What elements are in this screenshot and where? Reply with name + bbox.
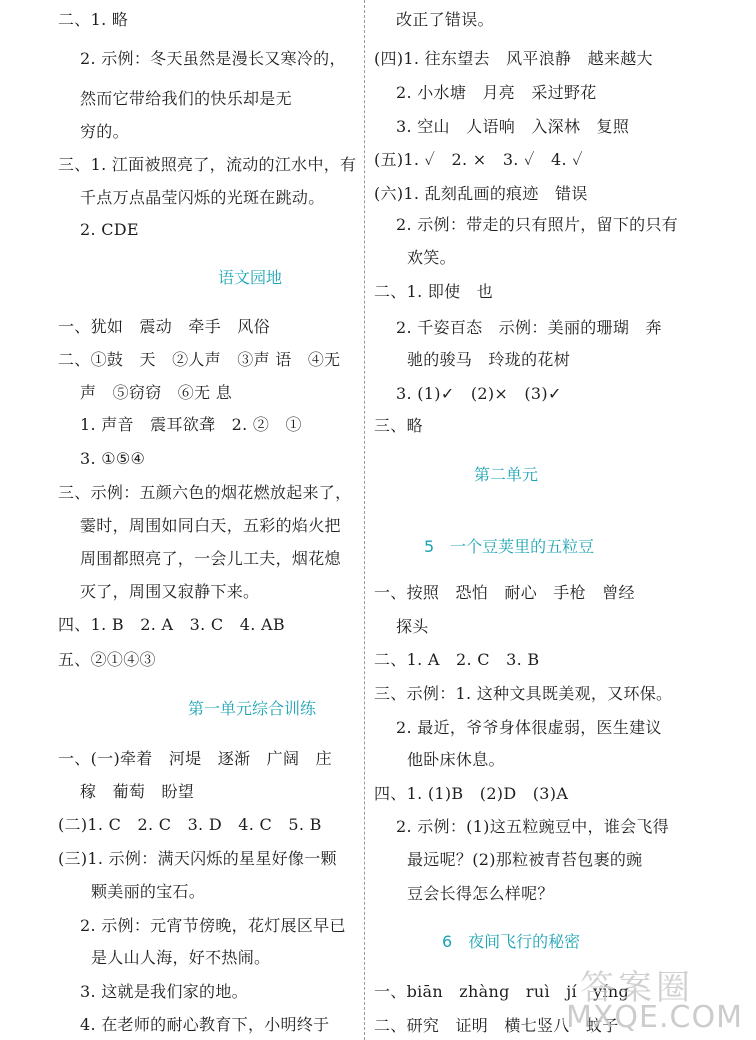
answer-line: 3. ①⑤④ bbox=[80, 449, 146, 468]
answer-line: (六)1. 乱刻乱画的痕迹 错误 bbox=[374, 184, 588, 203]
answer-line: 声 ⑤窃窃 ⑥无 息 bbox=[80, 383, 233, 402]
answer-line: 二、1. A 2. C 3. B bbox=[374, 650, 540, 669]
answer-line: 四、1. (1)B (2)D (3)A bbox=[374, 784, 569, 803]
answer-line: 二、1. 即使 也 bbox=[374, 282, 494, 301]
answer-line: 周围都照亮了，一会儿工夫，烟花熄 bbox=[80, 549, 341, 568]
answer-line: (二)1. C 2. C 3. D 4. C 5. B bbox=[58, 815, 322, 834]
answer-line: 稼 葡萄 盼望 bbox=[80, 782, 195, 801]
answer-line: 欢笑。 bbox=[407, 248, 456, 267]
answer-line: 三、示例：五颜六色的烟花燃放起来了， bbox=[58, 483, 352, 502]
answer-line: 2. 示例：冬天虽然是漫长又寒冷的， bbox=[80, 49, 346, 68]
answer-line: 三、示例：1. 这种文具既美观，又环保。 bbox=[374, 684, 673, 703]
answer-line: 一、biān zhàng ruì jí yíng bbox=[374, 982, 630, 1001]
section-heading: 语文园地 bbox=[218, 268, 283, 287]
column-divider bbox=[364, 0, 365, 1040]
answer-line: (三)1. 示例：满天闪烁的星星好像一颗 bbox=[58, 849, 337, 868]
answer-line: 四、1. B 2. A 3. C 4. AB bbox=[58, 615, 285, 634]
answer-line: 二、1. 略 bbox=[58, 10, 129, 29]
answer-line: 2. 示例：带走的只有照片，留下的只有 bbox=[396, 215, 679, 234]
answer-line: 一、按照 恐怕 耐心 手枪 曾经 bbox=[374, 583, 635, 602]
answer-line: 灭了，周围又寂静下来。 bbox=[80, 582, 260, 601]
answer-line: 3. 这就是我们家的地。 bbox=[80, 982, 248, 1001]
answer-line: 霎时，周围如同白天，五彩的焰火把 bbox=[80, 516, 341, 535]
answer-line: 改正了错误。 bbox=[396, 10, 494, 29]
answer-line: 豆会长得怎么样呢？ bbox=[407, 884, 554, 903]
answer-line: 2. CDE bbox=[80, 220, 139, 239]
answer-line: 是人山人海，好不热闹。 bbox=[91, 948, 271, 967]
answer-line: 最远呢？(2)那粒被青苔包裹的豌 bbox=[407, 850, 643, 869]
answer-line: 2. 千姿百态 示例：美丽的珊瑚 奔 bbox=[396, 318, 662, 337]
watermark-text: 答案圈 bbox=[580, 968, 694, 1008]
answer-line: 4. 在老师的耐心教育下，小明终于 bbox=[80, 1015, 330, 1034]
answer-line: 三、1. 江面被照亮了，流动的江水中，有 bbox=[58, 155, 357, 174]
answer-line: 一、(一)牵着 河堤 逐渐 广阔 庄 bbox=[58, 749, 332, 768]
answer-line: 颗美丽的宝石。 bbox=[91, 882, 206, 901]
answer-line: 穷的。 bbox=[80, 122, 129, 141]
answer-line: 2. 小水塘 月亮 采过野花 bbox=[396, 83, 597, 102]
answer-line: 他卧床休息。 bbox=[407, 750, 505, 769]
answer-line: 然而它带给我们的快乐却是无 bbox=[80, 89, 292, 108]
section-heading: 第一单元综合训练 bbox=[188, 699, 317, 718]
answer-line: 探头 bbox=[396, 617, 429, 636]
answer-line: 五、②①④③ bbox=[58, 650, 156, 669]
answer-line: (四)1. 往东望去 风平浪静 越来越大 bbox=[374, 49, 653, 68]
answer-line: 1. 声音 震耳欲聋 2. ② ① bbox=[80, 415, 302, 434]
section-heading: 第二单元 bbox=[474, 465, 539, 484]
answer-line: 一、犹如 震动 牵手 风俗 bbox=[58, 317, 270, 336]
section-heading: 5 一个豆荚里的五粒豆 bbox=[424, 537, 595, 556]
watermark-url: MXQE.COM bbox=[566, 1000, 743, 1035]
answer-line: (五)1. ✓ 2. × 3. ✓ 4. ✓ bbox=[374, 150, 583, 169]
answer-line: 2. 最近，爷爷身体很虚弱，医生建议 bbox=[396, 718, 662, 737]
answer-line: 二、①鼓 天 ②人声 ③声 语 ④无 bbox=[58, 350, 341, 369]
answer-line: 三、略 bbox=[374, 416, 423, 435]
answer-line: 二、研究 证明 横七竖八 蚊子 bbox=[374, 1016, 619, 1035]
answer-line: 3. (1)✓ (2)× (3)✓ bbox=[396, 384, 562, 403]
answer-line: 3. 空山 人语响 入深林 复照 bbox=[396, 117, 630, 136]
answer-line: 2. 示例：(1)这五粒豌豆中，谁会飞得 bbox=[396, 817, 670, 836]
answer-line: 2. 示例：元宵节傍晚，花灯展区早已 bbox=[80, 916, 346, 935]
answer-line: 驰的骏马 玲珑的花树 bbox=[407, 350, 571, 369]
answer-line: 千点万点晶莹闪烁的光斑在跳动。 bbox=[80, 188, 325, 207]
section-heading: 6 夜间飞行的秘密 bbox=[442, 932, 581, 951]
